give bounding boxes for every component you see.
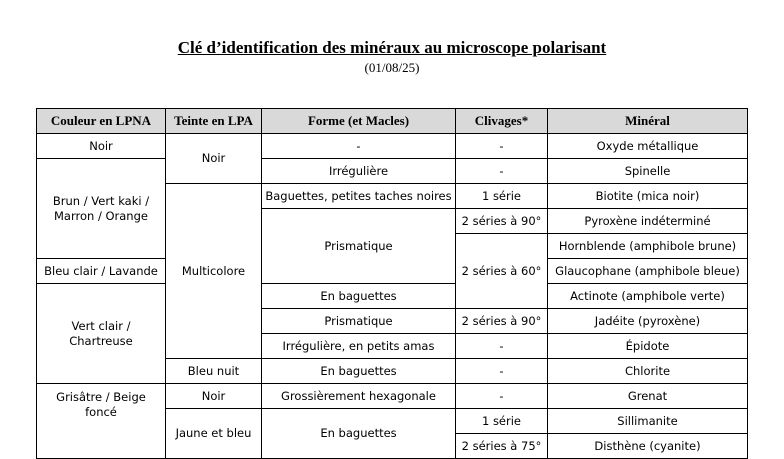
cell-couleur: Brun / Vert kaki / Marron / Orange	[37, 159, 166, 259]
cell-clivages: 2 séries à 90°	[456, 209, 548, 234]
cell-clivages: 1 série	[456, 184, 548, 209]
document-date: (01/08/25)	[364, 60, 420, 75]
cell-clivages: -	[456, 159, 548, 184]
cell-mineral: Disthène (cyanite)	[548, 434, 748, 459]
cell-mineral: Actinote (amphibole verte)	[548, 284, 748, 309]
cell-clivages: -	[456, 359, 548, 384]
cell-teinte: Jaune et bleu	[166, 409, 262, 459]
cell-forme: Prismatique	[262, 209, 456, 284]
cell-mineral: Oxyde métallique	[548, 134, 748, 159]
cell-teinte: Noir	[166, 134, 262, 184]
cell-teinte: Multicolore	[166, 184, 262, 359]
cell-forme: -	[262, 134, 456, 159]
cell-forme: Irrégulière	[262, 159, 456, 184]
cell-mineral: Glaucophane (amphibole bleue)	[548, 259, 748, 284]
cell-mineral: Hornblende (amphibole brune)	[548, 234, 748, 259]
cell-forme: Prismatique	[262, 309, 456, 334]
cell-mineral: Chlorite	[548, 359, 748, 384]
cell-clivages: -	[456, 134, 548, 159]
cell-clivages: 2 séries à 90°	[456, 309, 548, 334]
cell-forme: Grossièrement hexagonale	[262, 384, 456, 409]
cell-mineral: Spinelle	[548, 159, 748, 184]
table-row	[37, 134, 748, 159]
cell-clivages: 2 séries à 75°	[456, 434, 548, 459]
cell-couleur: Noir	[37, 134, 166, 159]
header-teinte-lpa: Teinte en LPA	[166, 109, 262, 134]
cell-mineral: Pyroxène indéterminé	[548, 209, 748, 234]
cell-forme: En baguettes	[262, 359, 456, 384]
cell-forme: En baguettes	[262, 409, 456, 459]
cell-mineral: Sillimanite	[548, 409, 748, 434]
cell-mineral: Grenat	[548, 384, 748, 409]
cell-clivages: -	[456, 384, 548, 409]
cell-teinte: Noir	[166, 384, 262, 409]
header-couleur-lpna: Couleur en LPNA	[37, 109, 166, 134]
cell-couleur: Grisâtre / Beige foncé	[37, 384, 166, 459]
table-row	[37, 284, 748, 309]
cell-clivages: -	[456, 334, 548, 359]
table-row	[37, 159, 748, 184]
cell-forme: Irrégulière, en petits amas	[262, 334, 456, 359]
cell-couleur: Bleu clair / Lavande	[37, 259, 166, 284]
header-clivages: Clivages*	[456, 109, 548, 134]
cell-clivages: 1 série	[456, 409, 548, 434]
document-title: Clé d’identification des minéraux au microscope polarisant	[177, 38, 607, 57]
header-mineral: Minéral	[548, 109, 748, 134]
identification-table	[36, 108, 748, 459]
cell-couleur: Vert clair / Chartreuse	[37, 284, 166, 384]
cell-forme: En baguettes	[262, 284, 456, 309]
header-forme: Forme (et Macles)	[262, 109, 456, 134]
table-row	[37, 384, 748, 409]
cell-forme: Baguettes, petites taches noires	[262, 184, 456, 209]
cell-teinte: Bleu nuit	[166, 359, 262, 384]
cell-mineral: Biotite (mica noir)	[548, 184, 748, 209]
cell-mineral: Épidote	[548, 334, 748, 359]
cell-mineral: Jadéite (pyroxène)	[548, 309, 748, 334]
cell-clivages: 2 séries à 60°	[456, 234, 548, 309]
table-header-row	[37, 109, 748, 134]
